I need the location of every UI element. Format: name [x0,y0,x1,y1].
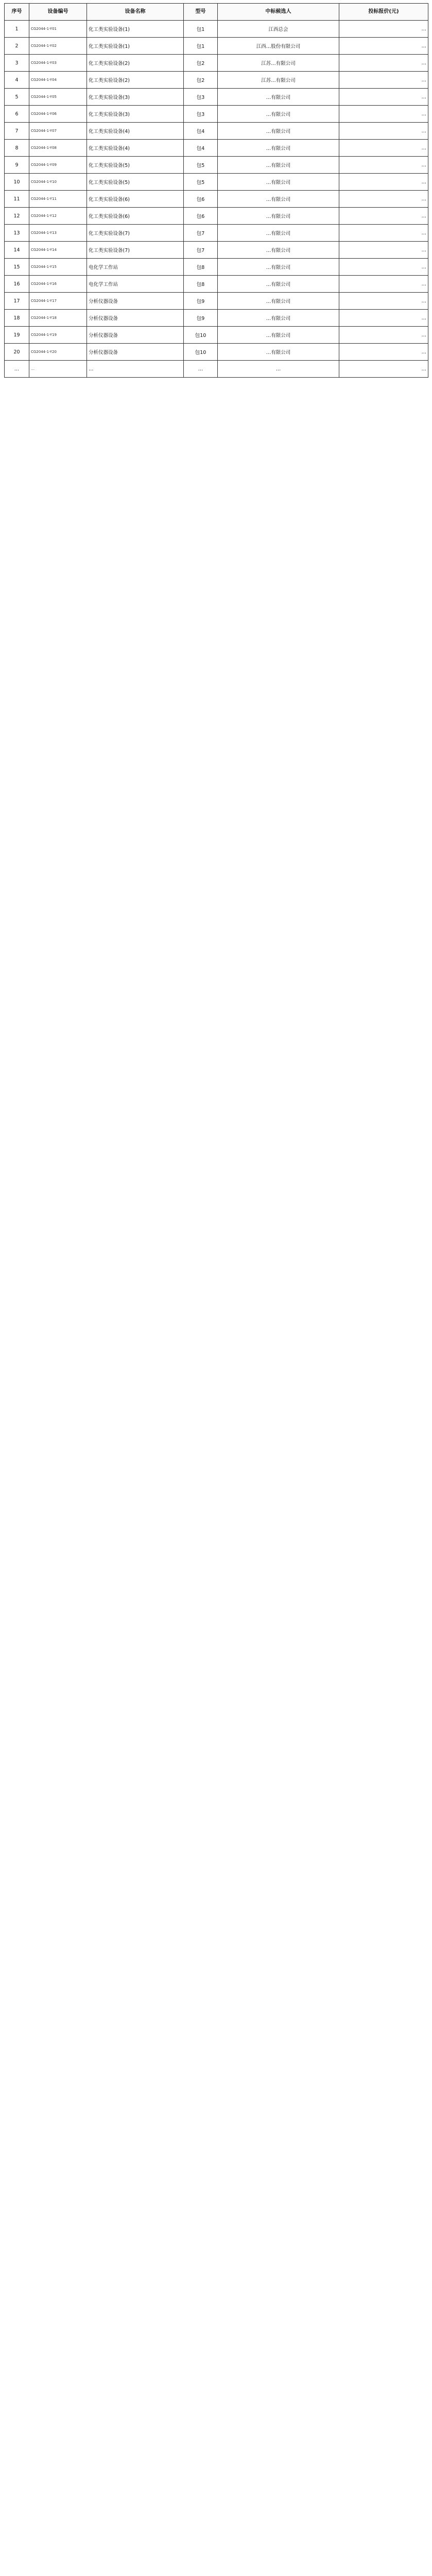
table-row [5,157,428,174]
cell-package: 包7 [184,242,218,259]
cell-no: 18 [5,310,29,327]
cell-equipment-name: 化工类实验设备(6) [87,191,184,208]
cell-bid-price: … [339,174,428,191]
cell-equipment-name: 化工类实验设备(7) [87,225,184,242]
cell-bid-price: … [339,191,428,208]
cell-equipment-id: CG2044-1-Y18 [29,310,87,327]
table-row [5,242,428,259]
cell-no: 12 [5,208,29,225]
table-body [5,21,428,378]
cell-equipment-id: CG2044-1-Y14 [29,242,87,259]
cell-equipment-name: 化工类实验设备(1) [87,38,184,55]
cell-equipment-id: CG2044-1-Y12 [29,208,87,225]
cell-equipment-id: CG2044-1-Y10 [29,174,87,191]
cell-package: 包2 [184,55,218,72]
cell-package: 包1 [184,38,218,55]
cell-equipment-id: CG2044-1-Y16 [29,276,87,293]
cell-candidate: 江苏…有限公司 [218,55,339,72]
cell-bid-price: … [339,225,428,242]
table-row [5,208,428,225]
cell-candidate: …有限公司 [218,140,339,157]
cell-equipment-name: 分析仪器设备 [87,327,184,344]
cell-equipment-id: CG2044-1-Y04 [29,72,87,89]
table-row [5,38,428,55]
cell-candidate: …有限公司 [218,327,339,344]
header-package: 型号 [184,4,218,21]
cell-bid-price: … [339,361,428,378]
cell-package: 包9 [184,293,218,310]
cell-bid-price: … [339,89,428,106]
cell-no: 20 [5,344,29,361]
cell-candidate: …有限公司 [218,174,339,191]
cell-package: 包1 [184,21,218,38]
cell-bid-price: … [339,55,428,72]
table-row [5,225,428,242]
cell-package: 包8 [184,259,218,276]
cell-no: 13 [5,225,29,242]
table-row [5,140,428,157]
cell-bid-price: … [339,242,428,259]
cell-no: 19 [5,327,29,344]
cell-candidate: …有限公司 [218,225,339,242]
cell-equipment-name: 化工类实验设备(6) [87,208,184,225]
cell-package: 包5 [184,174,218,191]
cell-no: 4 [5,72,29,89]
cell-no: 14 [5,242,29,259]
cell-equipment-name: 化工类实验设备(7) [87,242,184,259]
cell-candidate: …有限公司 [218,259,339,276]
table-row [5,72,428,89]
cell-candidate: …有限公司 [218,293,339,310]
header-candidate: 中标候选人 [218,4,339,21]
table-row [5,106,428,123]
cell-equipment-id: CG2044-1-Y07 [29,123,87,140]
table-row [5,310,428,327]
header-no: 序号 [5,4,29,21]
cell-package: 包7 [184,225,218,242]
cell-no: 11 [5,191,29,208]
cell-equipment-id: CG2044-1-Y03 [29,55,87,72]
cell-equipment-name: 化工类实验设备(3) [87,89,184,106]
cell-equipment-id: CG2044-1-Y05 [29,89,87,106]
cell-equipment-id: … [29,361,87,378]
cell-bid-price: … [339,38,428,55]
cell-package: 包6 [184,208,218,225]
cell-equipment-id: CG2044-1-Y08 [29,140,87,157]
cell-candidate: …有限公司 [218,242,339,259]
table-row [5,191,428,208]
cell-bid-price: … [339,310,428,327]
table-row [5,123,428,140]
cell-equipment-id: CG2044-1-Y09 [29,157,87,174]
table-row [5,344,428,361]
cell-bid-price: … [339,327,428,344]
cell-equipment-id: CG2044-1-Y19 [29,327,87,344]
cell-no: 16 [5,276,29,293]
cell-bid-price: … [339,157,428,174]
cell-candidate: …有限公司 [218,310,339,327]
cell-candidate: 江苏…有限公司 [218,72,339,89]
cell-equipment-id: CG2044-1-Y06 [29,106,87,123]
cell-bid-price: … [339,106,428,123]
table-row [5,259,428,276]
cell-equipment-name: 电化学工作站 [87,259,184,276]
cell-candidate: …有限公司 [218,89,339,106]
cell-equipment-name: 分析仪器设备 [87,310,184,327]
cell-bid-price: … [339,140,428,157]
cell-candidate: …有限公司 [218,123,339,140]
table-row [5,174,428,191]
cell-equipment-id: CG2044-1-Y01 [29,21,87,38]
bid-results-document [4,3,428,378]
cell-equipment-name: … [87,361,184,378]
cell-bid-price: … [339,21,428,38]
cell-package: 包4 [184,123,218,140]
table-row [5,55,428,72]
cell-equipment-id: CG2044-1-Y02 [29,38,87,55]
cell-equipment-name: 电化学工作站 [87,276,184,293]
cell-package: 包3 [184,106,218,123]
cell-candidate: 江西…股份有限公司 [218,38,339,55]
cell-candidate: …有限公司 [218,276,339,293]
cell-equipment-name: 分析仪器设备 [87,344,184,361]
cell-bid-price: … [339,293,428,310]
table-row [5,293,428,310]
cell-package: 包9 [184,310,218,327]
cell-candidate: …有限公司 [218,344,339,361]
cell-package: 包6 [184,191,218,208]
cell-package: 包10 [184,344,218,361]
cell-equipment-name: 化工类实验设备(5) [87,157,184,174]
header-equipment-id: 设备编号 [29,4,87,21]
cell-package: 包5 [184,157,218,174]
cell-candidate: 江西总会 [218,21,339,38]
cell-candidate: … [218,361,339,378]
cell-no: 7 [5,123,29,140]
header-bid-price: 投标报价(元) [339,4,428,21]
cell-equipment-id: CG2044-1-Y15 [29,259,87,276]
cell-equipment-name: 化工类实验设备(5) [87,174,184,191]
cell-equipment-id: CG2044-1-Y17 [29,293,87,310]
cell-candidate: …有限公司 [218,191,339,208]
cell-no: … [5,361,29,378]
table-row [5,327,428,344]
table-row [5,89,428,106]
cell-package: … [184,361,218,378]
cell-bid-price: … [339,72,428,89]
cell-bid-price: … [339,344,428,361]
cell-bid-price: … [339,208,428,225]
cell-bid-price: … [339,276,428,293]
cell-no: 1 [5,21,29,38]
cell-equipment-name: 化工类实验设备(2) [87,55,184,72]
bid-results-table [4,3,428,378]
cell-no: 15 [5,259,29,276]
cell-package: 包8 [184,276,218,293]
cell-candidate: …有限公司 [218,157,339,174]
cell-no: 9 [5,157,29,174]
table-header-row [5,4,428,21]
cell-package: 包4 [184,140,218,157]
cell-bid-price: … [339,123,428,140]
cell-equipment-name: 化工类实验设备(4) [87,123,184,140]
cell-equipment-name: 分析仪器设备 [87,293,184,310]
cell-no: 2 [5,38,29,55]
cell-no: 5 [5,89,29,106]
cell-no: 8 [5,140,29,157]
cell-no: 17 [5,293,29,310]
cell-equipment-name: 化工类实验设备(3) [87,106,184,123]
table-row [5,276,428,293]
cell-equipment-id: CG2044-1-Y20 [29,344,87,361]
header-equipment-name: 设备名称 [87,4,184,21]
cell-equipment-name: 化工类实验设备(1) [87,21,184,38]
cell-candidate: …有限公司 [218,106,339,123]
cell-package: 包10 [184,327,218,344]
cell-package: 包2 [184,72,218,89]
cell-no: 10 [5,174,29,191]
cell-bid-price: … [339,259,428,276]
cell-equipment-id: CG2044-1-Y11 [29,191,87,208]
cell-candidate: …有限公司 [218,208,339,225]
cell-equipment-name: 化工类实验设备(4) [87,140,184,157]
cell-equipment-id: CG2044-1-Y13 [29,225,87,242]
cell-no: 6 [5,106,29,123]
cell-no: 3 [5,55,29,72]
table-row [5,21,428,38]
cell-package: 包3 [184,89,218,106]
table-row [5,361,428,378]
cell-equipment-name: 化工类实验设备(2) [87,72,184,89]
